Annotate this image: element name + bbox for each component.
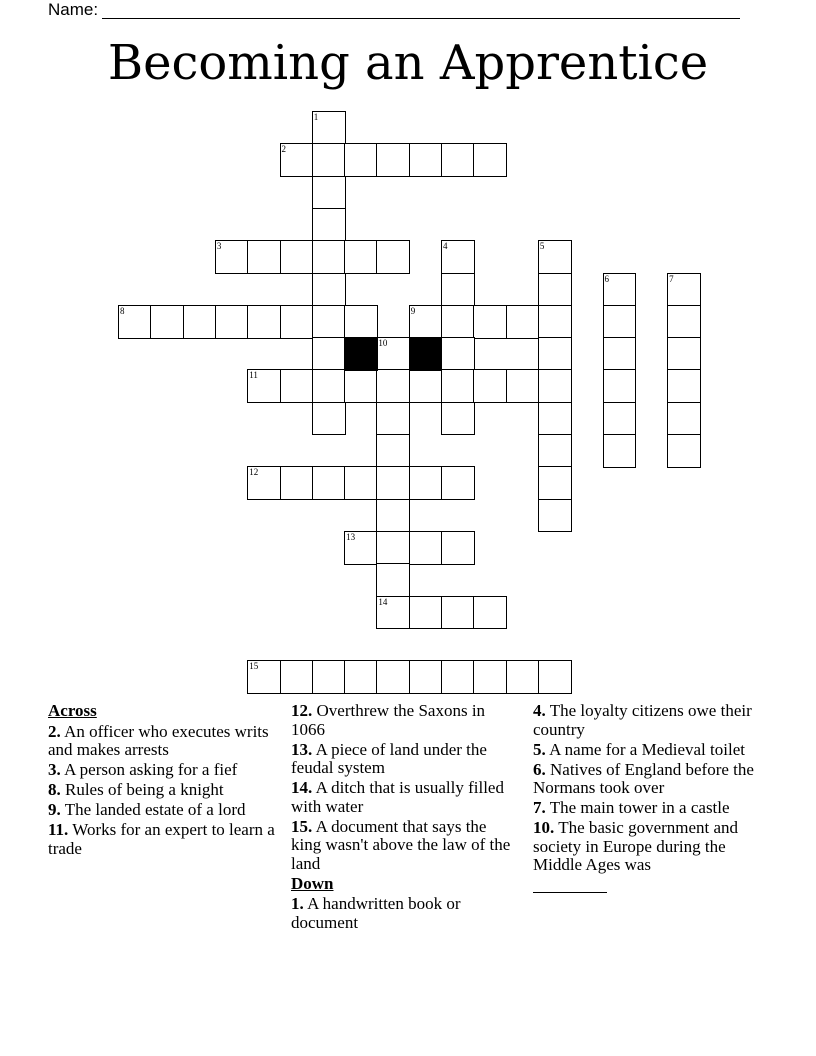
grid-cell[interactable] <box>409 660 443 694</box>
grid-cell[interactable] <box>312 337 346 371</box>
grid-cell[interactable] <box>215 240 249 274</box>
black-cell <box>409 337 443 371</box>
grid-cell[interactable] <box>409 596 443 630</box>
grid-cell[interactable] <box>409 531 443 565</box>
grid-cell[interactable] <box>183 305 217 339</box>
clue-number: 12 <box>249 467 259 478</box>
grid-cell[interactable] <box>376 143 410 177</box>
grid-cell[interactable] <box>376 466 410 500</box>
across-clue-15: 15. A document that says the king wasn't above the law of the land <box>291 816 511 873</box>
across-clue-2: 2. An officer who executes writs and makes arrests <box>48 721 269 759</box>
across-clue-8: 8. Rules of being a knight <box>48 780 224 799</box>
answer-blank-line[interactable] <box>533 878 607 893</box>
down-clue-6: 6. Natives of England before the Normans took over <box>533 759 754 797</box>
grid-cell[interactable] <box>312 660 346 694</box>
grid-cell[interactable] <box>344 240 378 274</box>
across-clue-14: 14. A ditch that is usually filled with water <box>291 778 504 816</box>
grid-cell[interactable] <box>376 434 410 468</box>
grid-cell[interactable] <box>603 434 637 468</box>
grid-cell[interactable] <box>603 273 637 307</box>
grid-cell[interactable] <box>280 466 314 500</box>
clue-number: 4 <box>443 241 448 252</box>
grid-cell[interactable] <box>344 466 378 500</box>
grid-cell[interactable] <box>538 499 572 533</box>
grid-cell[interactable] <box>376 402 410 436</box>
grid-cell[interactable] <box>538 337 572 371</box>
grid-cell[interactable] <box>409 305 443 339</box>
grid-cell[interactable] <box>538 273 572 307</box>
grid-cell[interactable] <box>312 402 346 436</box>
grid-cell[interactable] <box>118 305 152 339</box>
clues-column-1 <box>48 702 276 860</box>
grid-cell[interactable] <box>603 402 637 436</box>
grid-cell[interactable] <box>376 499 410 533</box>
grid-cell[interactable] <box>538 466 572 500</box>
grid-cell[interactable] <box>376 563 410 597</box>
grid-cell[interactable] <box>312 240 346 274</box>
grid-cell[interactable] <box>344 660 378 694</box>
across-clue-11: 11. Works for an expert to learn a trade <box>48 820 275 858</box>
grid-cell[interactable] <box>473 305 507 339</box>
grid-cell[interactable] <box>312 466 346 500</box>
down-clue-4: 4. The loyalty citizens owe their country <box>533 701 752 739</box>
grid-cell[interactable] <box>667 337 701 371</box>
clue-number: 10 <box>378 338 388 349</box>
grid-cell[interactable] <box>441 596 475 630</box>
clue-number: 6 <box>604 273 609 284</box>
grid-cell[interactable] <box>473 596 507 630</box>
grid-cell[interactable] <box>667 402 701 436</box>
clue-number: 7 <box>669 273 674 284</box>
grid-cell[interactable] <box>215 305 249 339</box>
grid-cell[interactable] <box>538 660 572 694</box>
across-clue-12: 12. Overthrew the Saxons in 1066 <box>291 701 486 739</box>
grid-cell[interactable] <box>603 337 637 371</box>
grid-cell[interactable] <box>538 305 572 339</box>
down-clue-1: 1. A handwritten book or document <box>291 894 461 932</box>
grid-cell[interactable] <box>603 305 637 339</box>
grid-cell[interactable] <box>538 240 572 274</box>
grid-cell[interactable] <box>376 596 410 630</box>
grid-cell[interactable] <box>506 305 540 339</box>
grid-cell[interactable] <box>441 466 475 500</box>
clue-number: 13 <box>346 531 356 542</box>
grid-cell[interactable] <box>247 305 281 339</box>
grid-cell[interactable] <box>247 369 281 403</box>
grid-cell[interactable] <box>473 660 507 694</box>
clue-number: 3 <box>216 241 222 252</box>
down-clue-7: 7. The main tower in a castle <box>533 798 730 817</box>
grid-cell[interactable] <box>473 369 507 403</box>
clue-number: 11 <box>249 370 258 381</box>
grid-cell[interactable] <box>312 176 346 210</box>
grid-cell[interactable] <box>667 434 701 468</box>
grid-cell[interactable] <box>344 369 378 403</box>
grid-cell[interactable] <box>280 369 314 403</box>
grid-cell[interactable] <box>441 337 475 371</box>
grid-cell[interactable] <box>247 240 281 274</box>
grid-cell[interactable] <box>376 337 410 371</box>
grid-cell[interactable] <box>538 369 572 403</box>
down-heading: Down <box>291 873 334 893</box>
grid-cell[interactable] <box>344 143 378 177</box>
grid-cell[interactable] <box>441 369 475 403</box>
grid-cell[interactable] <box>312 143 346 177</box>
clue-number: 1 <box>313 112 319 122</box>
grid-cell[interactable] <box>312 369 346 403</box>
clue-number: 9 <box>410 305 416 316</box>
clue-number: 2 <box>281 144 286 155</box>
grid-cell[interactable] <box>344 305 378 339</box>
across-heading: Across <box>48 701 97 720</box>
across-clue-13: 13. A piece of land under the feudal system <box>291 739 487 777</box>
grid-cell[interactable] <box>376 240 410 274</box>
name-label: Name: <box>48 0 99 19</box>
grid-cell[interactable] <box>312 208 346 242</box>
grid-cell[interactable] <box>409 466 443 500</box>
grid-cell[interactable] <box>247 660 281 694</box>
down-clue-5: 5. A name for a Medieval toilet <box>533 739 745 759</box>
clues-column-2 <box>291 702 517 934</box>
grid-cell[interactable] <box>312 273 346 307</box>
grid-cell[interactable] <box>473 143 507 177</box>
grid-cell[interactable] <box>506 660 540 694</box>
grid-cell[interactable] <box>667 305 701 339</box>
grid-cell[interactable] <box>441 660 475 694</box>
grid-cell[interactable] <box>667 273 701 307</box>
grid-cell[interactable] <box>312 305 346 339</box>
grid-cell[interactable] <box>312 111 346 145</box>
grid-cell[interactable] <box>667 369 701 403</box>
grid-cell[interactable] <box>441 240 475 274</box>
grid-cell[interactable] <box>441 531 475 565</box>
grid-cell[interactable] <box>280 660 314 694</box>
grid-cell[interactable] <box>441 402 475 436</box>
page-title: Becoming an Apprentice <box>107 35 709 91</box>
clues-column-3 <box>533 702 773 895</box>
clue-number: 5 <box>539 241 545 252</box>
grid-cell[interactable] <box>280 240 314 274</box>
grid-cell[interactable] <box>409 369 443 403</box>
grid-cell[interactable] <box>376 531 410 565</box>
grid-cell[interactable] <box>150 305 184 339</box>
grid-cell[interactable] <box>441 273 475 307</box>
grid-cell[interactable] <box>441 305 475 339</box>
clue-number: 15 <box>249 661 259 672</box>
clue-number: 8 <box>120 305 125 316</box>
grid-cell[interactable] <box>441 143 475 177</box>
grid-cell[interactable] <box>344 531 378 565</box>
across-clue-3: 3. A person asking for a fief <box>48 760 238 779</box>
grid-cell[interactable] <box>538 402 572 436</box>
grid-cell[interactable] <box>247 466 281 500</box>
clue-number: 14 <box>378 596 388 607</box>
grid-cell[interactable] <box>280 305 314 339</box>
grid-cell[interactable] <box>603 369 637 403</box>
grid-cell[interactable] <box>280 143 314 177</box>
grid-cell[interactable] <box>376 660 410 694</box>
grid-cell[interactable] <box>376 369 410 403</box>
grid-cell[interactable] <box>538 434 572 468</box>
down-clue-10: 10. The basic government and society in Europe during the Middle Ages was <box>533 819 773 893</box>
across-clue-9: 9. The landed estate of a lord <box>48 800 246 819</box>
grid-cell[interactable] <box>506 369 540 403</box>
black-cell <box>344 337 378 371</box>
grid-cell[interactable] <box>409 143 443 177</box>
